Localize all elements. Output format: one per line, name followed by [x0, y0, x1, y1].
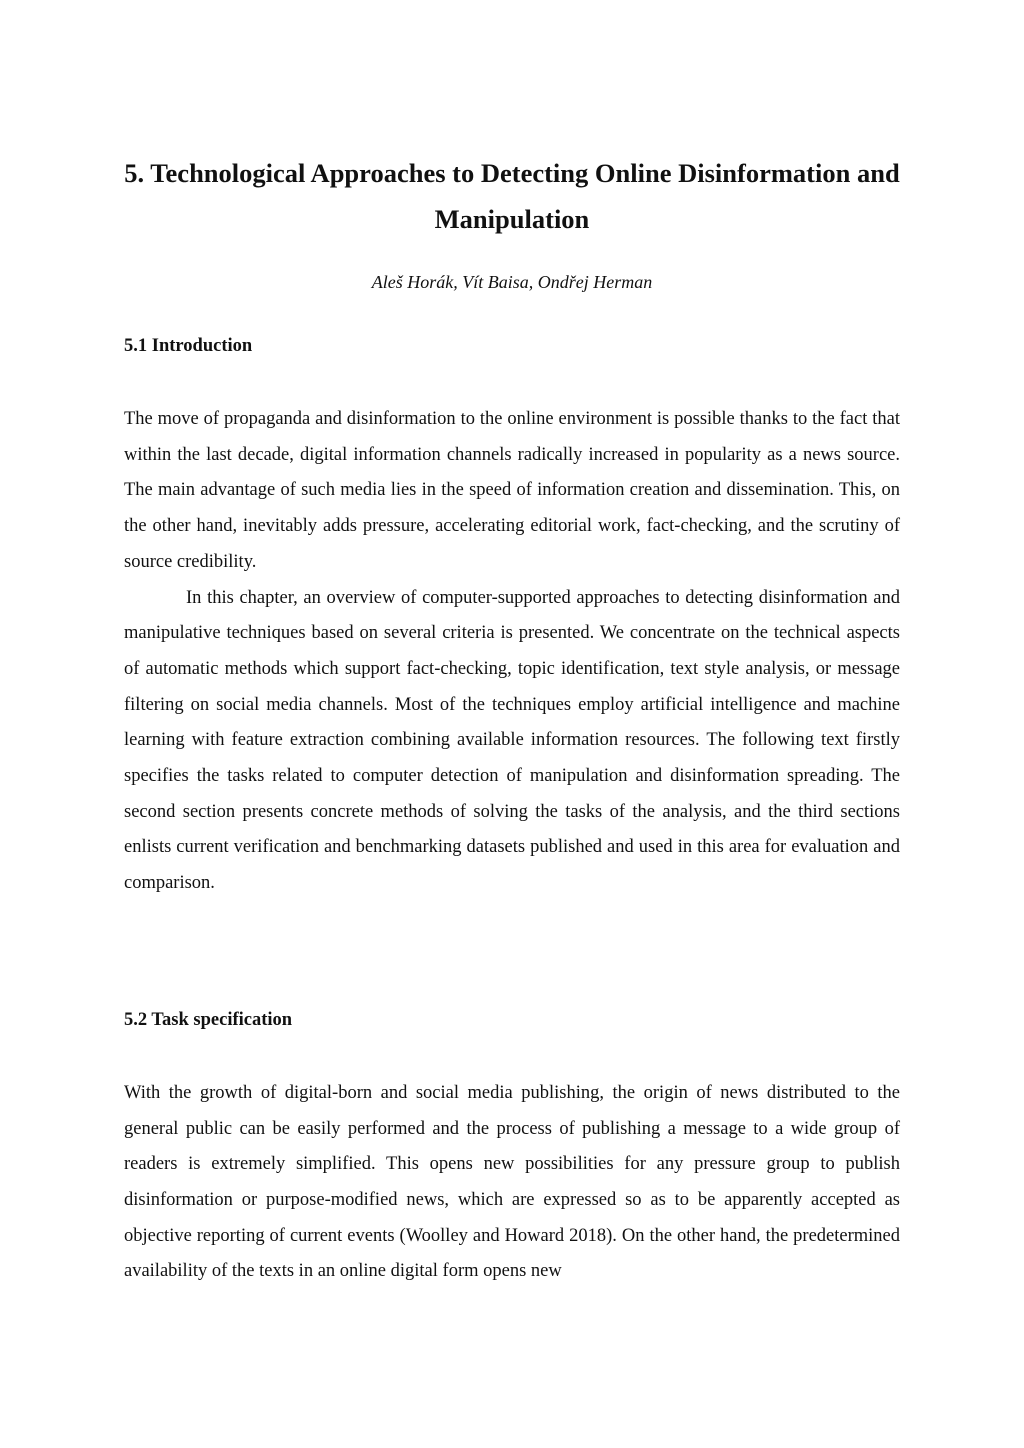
paragraph-task-1: With the growth of digital-born and social media publishing, the origin of news distributed to the general public can be easily performed and the process of publishing a message to a wide group of readers is extremely simplified. This opens new possibilities for any pressure group to publish disinformation or purpose-modified news, which are expressed so as to be apparently accepted as objective reporting of current events (Woolley and Howard 2018). On the other hand, the predetermined availability of the texts in an online digital form opens new	[124, 1082, 900, 1282]
chapter-authors: Aleš Horák, Vít Baisa, Ondřej Herman	[371, 272, 653, 292]
section-heading-introduction: 5.1 Introduction	[124, 336, 253, 356]
document-page	[124, 150, 900, 1290]
paragraph-intro-1: The move of propaganda and disinformation to the online environment is possible thanks to the fact that within the last decade, digital information channels radically increased in popularity as a news source. The main advantage of such media lies in the speed of information creation and dissemination. This, on the other hand, inevitably adds pressure, accelerating editorial work, fact-checking, and the scrutiny of source credibility.	[124, 409, 900, 572]
paragraph-intro-2: In this chapter, an overview of computer-supported approaches to detecting disinformation and manipulative techniques based on several criteria is presented. We concentrate on the technical aspects of automatic methods which support fact-checking, topic identification, text style analysis, or message filtering on social media channels. Most of the techniques employ artificial intelligence and machine learning with feature extraction combining available information resources. The following text firstly specifies the tasks related to computer detection of manipulation and disinformation spreading. The second section presents concrete methods of solving the tasks of the analysis, and the third sections enlists current verification and benchmarking datasets published and used in this area for evaluation and comparison.	[124, 587, 900, 894]
section-heading-task-specification: 5.2 Task specification	[124, 1009, 293, 1030]
chapter-title: 5. Technological Approaches to Detecting Online Disinformation and Manipulation	[124, 158, 900, 234]
